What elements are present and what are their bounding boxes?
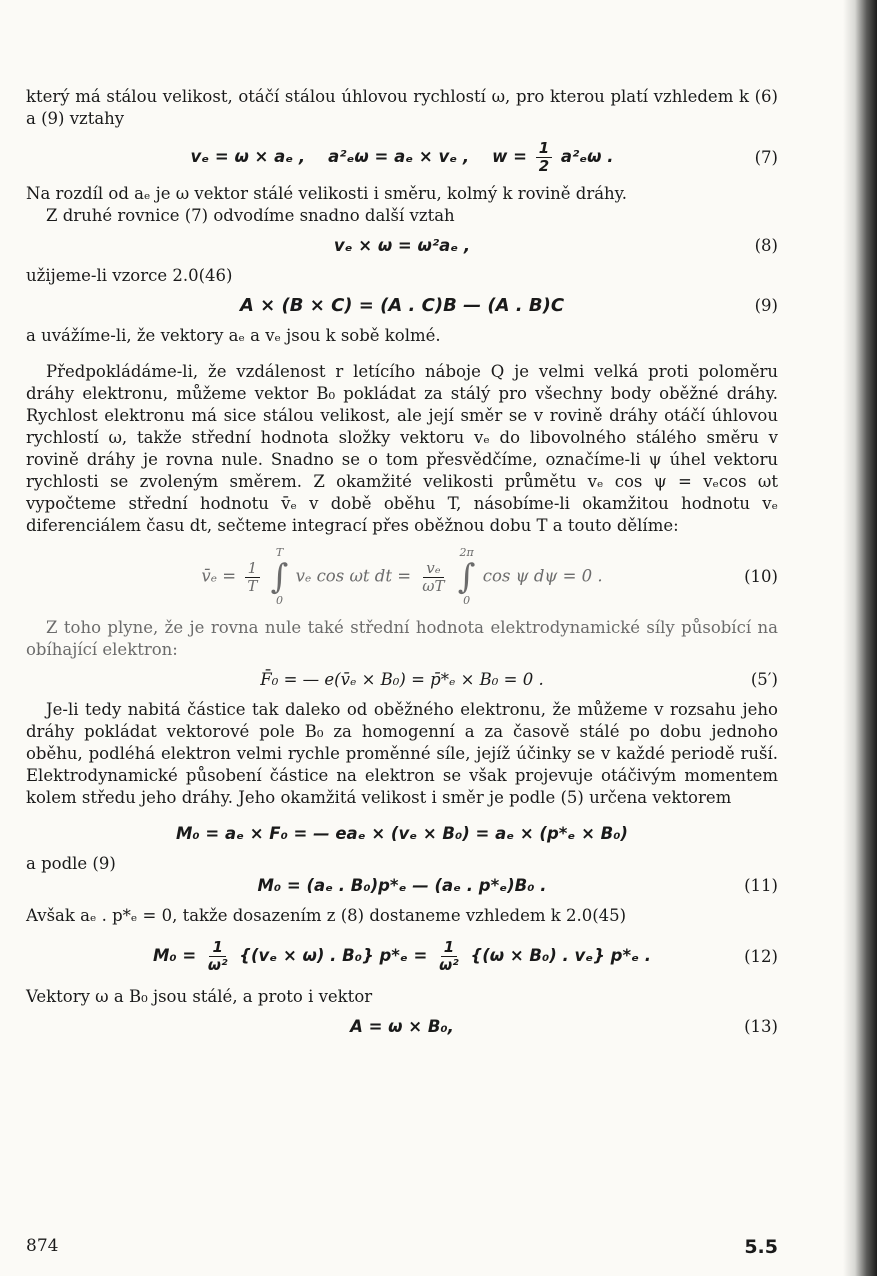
- equation-5-prime: F̄₀ = — e(v̄ₑ × B₀) = p̄*ₑ × B₀ = 0 . (5′): [260, 670, 778, 689]
- eq7-part2: a²ₑω = aₑ × vₑ ,: [328, 147, 470, 166]
- paragraph-10: Avšak aₑ . p*ₑ = 0, takže dosazením z (8) dostaneme vzhledem k 2.0(45): [26, 906, 627, 925]
- equation-7: [26, 140, 778, 175]
- equation-10: v̄ₑ = $\frac{1}{T}$ T ∫ 0 vₑ cos ωt dt = $\frac{\text{vₑ}}{\omega T}$ 2π ∫ 0 cos ψ dψ = 0 . (10): [201, 546, 778, 607]
- equation-number: (11): [744, 876, 778, 895]
- paragraph-1: který má stálou velikost, otáčí stálou úhlovou rychlostí ω, pro kterou platí vzhledem k (6) a (9) vztahy: [26, 87, 778, 128]
- equation-m0: M₀ = aₑ × F₀ = — eaₑ × (vₑ × B₀) = aₑ × (p*ₑ × B₀): [176, 824, 628, 843]
- equation-number: (10): [744, 567, 778, 586]
- paragraph-4: užijeme-li vzorce 2.0(46): [26, 266, 233, 285]
- equation-number: (8): [754, 236, 778, 255]
- equation-number: (5′): [750, 670, 778, 689]
- eq10-fraction-1: $\frac{1}{T}$: [244, 560, 260, 595]
- page-content: [26, 86, 778, 1046]
- eq10-fraction-2: $\frac{\text{vₑ}}{\omega T}$: [422, 558, 445, 595]
- eq7-part3: w =: [492, 147, 527, 166]
- section-number: 5.5: [744, 1236, 778, 1258]
- paragraph-2: Na rozdíl od aₑ je ω vektor stálé velikosti i směru, kolmý k rovině dráhy.: [26, 184, 628, 203]
- equation-13: A = ω × B₀, (13): [350, 1017, 778, 1036]
- integral-sign: T ∫ 0: [270, 546, 289, 607]
- equation-8: vₑ × ω = ω²aₑ , (8): [333, 236, 778, 255]
- paragraph-6: Předpokládáme-li, že vzdálenost r letícího náboje Q je velmi velká proti poloměru dráhy elektronu, můžeme vektor B₀ pokládat za stálý pro všechny body oběžné dráhy. Rychlost elektronu má sice stálou velikost, ale její směr se v rovině dráhy otáčí úhlovou rychlostí ω, takže střední hodnota složky vektoru vₑ do libovolného stálého směru v rovině dráhy je rovna nule. Snadno se o tom přesvědčíme, označíme-li ψ úhel vektoru rychlosti se zvoleným směrem. Z okamžité velikosti průmětu vₑ cos ψ = vₑcos ωt vypočteme střední hodnotu v̄ₑ v době oběhu T, násobíme-li okamžitou hodnotu vₑ diferenciálem času dt, sečteme integrací přes oběžnou dobu T a touto dělíme:: [26, 362, 778, 535]
- paragraph-9: a podle (9): [26, 854, 116, 873]
- equation-number: (12): [744, 946, 778, 966]
- equation-11: M₀ = (aₑ . B₀)p*ₑ — (aₑ . p*ₑ)B₀ . (11): [257, 876, 778, 895]
- eq7-part4: a²ₑω .: [560, 147, 614, 166]
- eq7-fraction: $\frac{1}{2}$: [536, 140, 552, 175]
- page-binding-shadow: [843, 0, 877, 1276]
- eq12-fraction-1: $\frac{1}{\text{ω²}}$: [207, 938, 228, 974]
- paragraph-5: a uvážíme-li, že vektory aₑ a vₑ jsou k sobě kolmé.: [26, 326, 441, 345]
- equation-number: (13): [744, 1017, 778, 1036]
- integral-sign: 2π ∫ 0: [457, 546, 476, 607]
- paragraph-3: Z druhé rovnice (7) odvodíme snadno další vztah: [46, 206, 455, 225]
- paragraph-11: Vektory ω a B₀ jsou stálé, a proto i vektor: [26, 987, 373, 1006]
- page-number: 874: [26, 1236, 59, 1256]
- equation-number: (9): [754, 296, 778, 315]
- page-footer: [26, 1236, 778, 1258]
- equation-12: M₀ = $\frac{1}{\text{ω²}}$ {(vₑ × ω) . B₀} p*ₑ = $\frac{1}{\text{ω²}}$ {(ω × B₀) . vₑ} p*ₑ . (12): [152, 938, 778, 974]
- paragraph-7: Z toho plyne, že je rovna nule také střední hodnota elektrodynamické síly působící na obíhající elektron:: [26, 618, 778, 659]
- equation-9: A × (B × C) = (A . C)B — (A . B)C (9): [239, 295, 778, 316]
- equation-number: (7): [754, 147, 778, 167]
- eq12-fraction-2: $\frac{1}{\text{ω²}}$: [439, 938, 459, 974]
- eq7-part1: vₑ = ω × aₑ ,: [190, 147, 306, 166]
- paragraph-8: Je-li tedy nabitá částice tak daleko od oběžného elektronu, že můžeme v rozsahu jeho dráhy pokládat vektorové pole B₀ za homogenní a za časově stálé po dobu jednoho oběhu, podléhá elektron velmi rychle proměnné síle, jejíž účinky se v každé periodě ruší. Elektrodynamické působení částice na elektron se však projevuje otáčivým momentem kolem středu jeho dráhy. Jeho okamžitá velikost i směr je podle (5) určena vektorem: [26, 700, 778, 807]
